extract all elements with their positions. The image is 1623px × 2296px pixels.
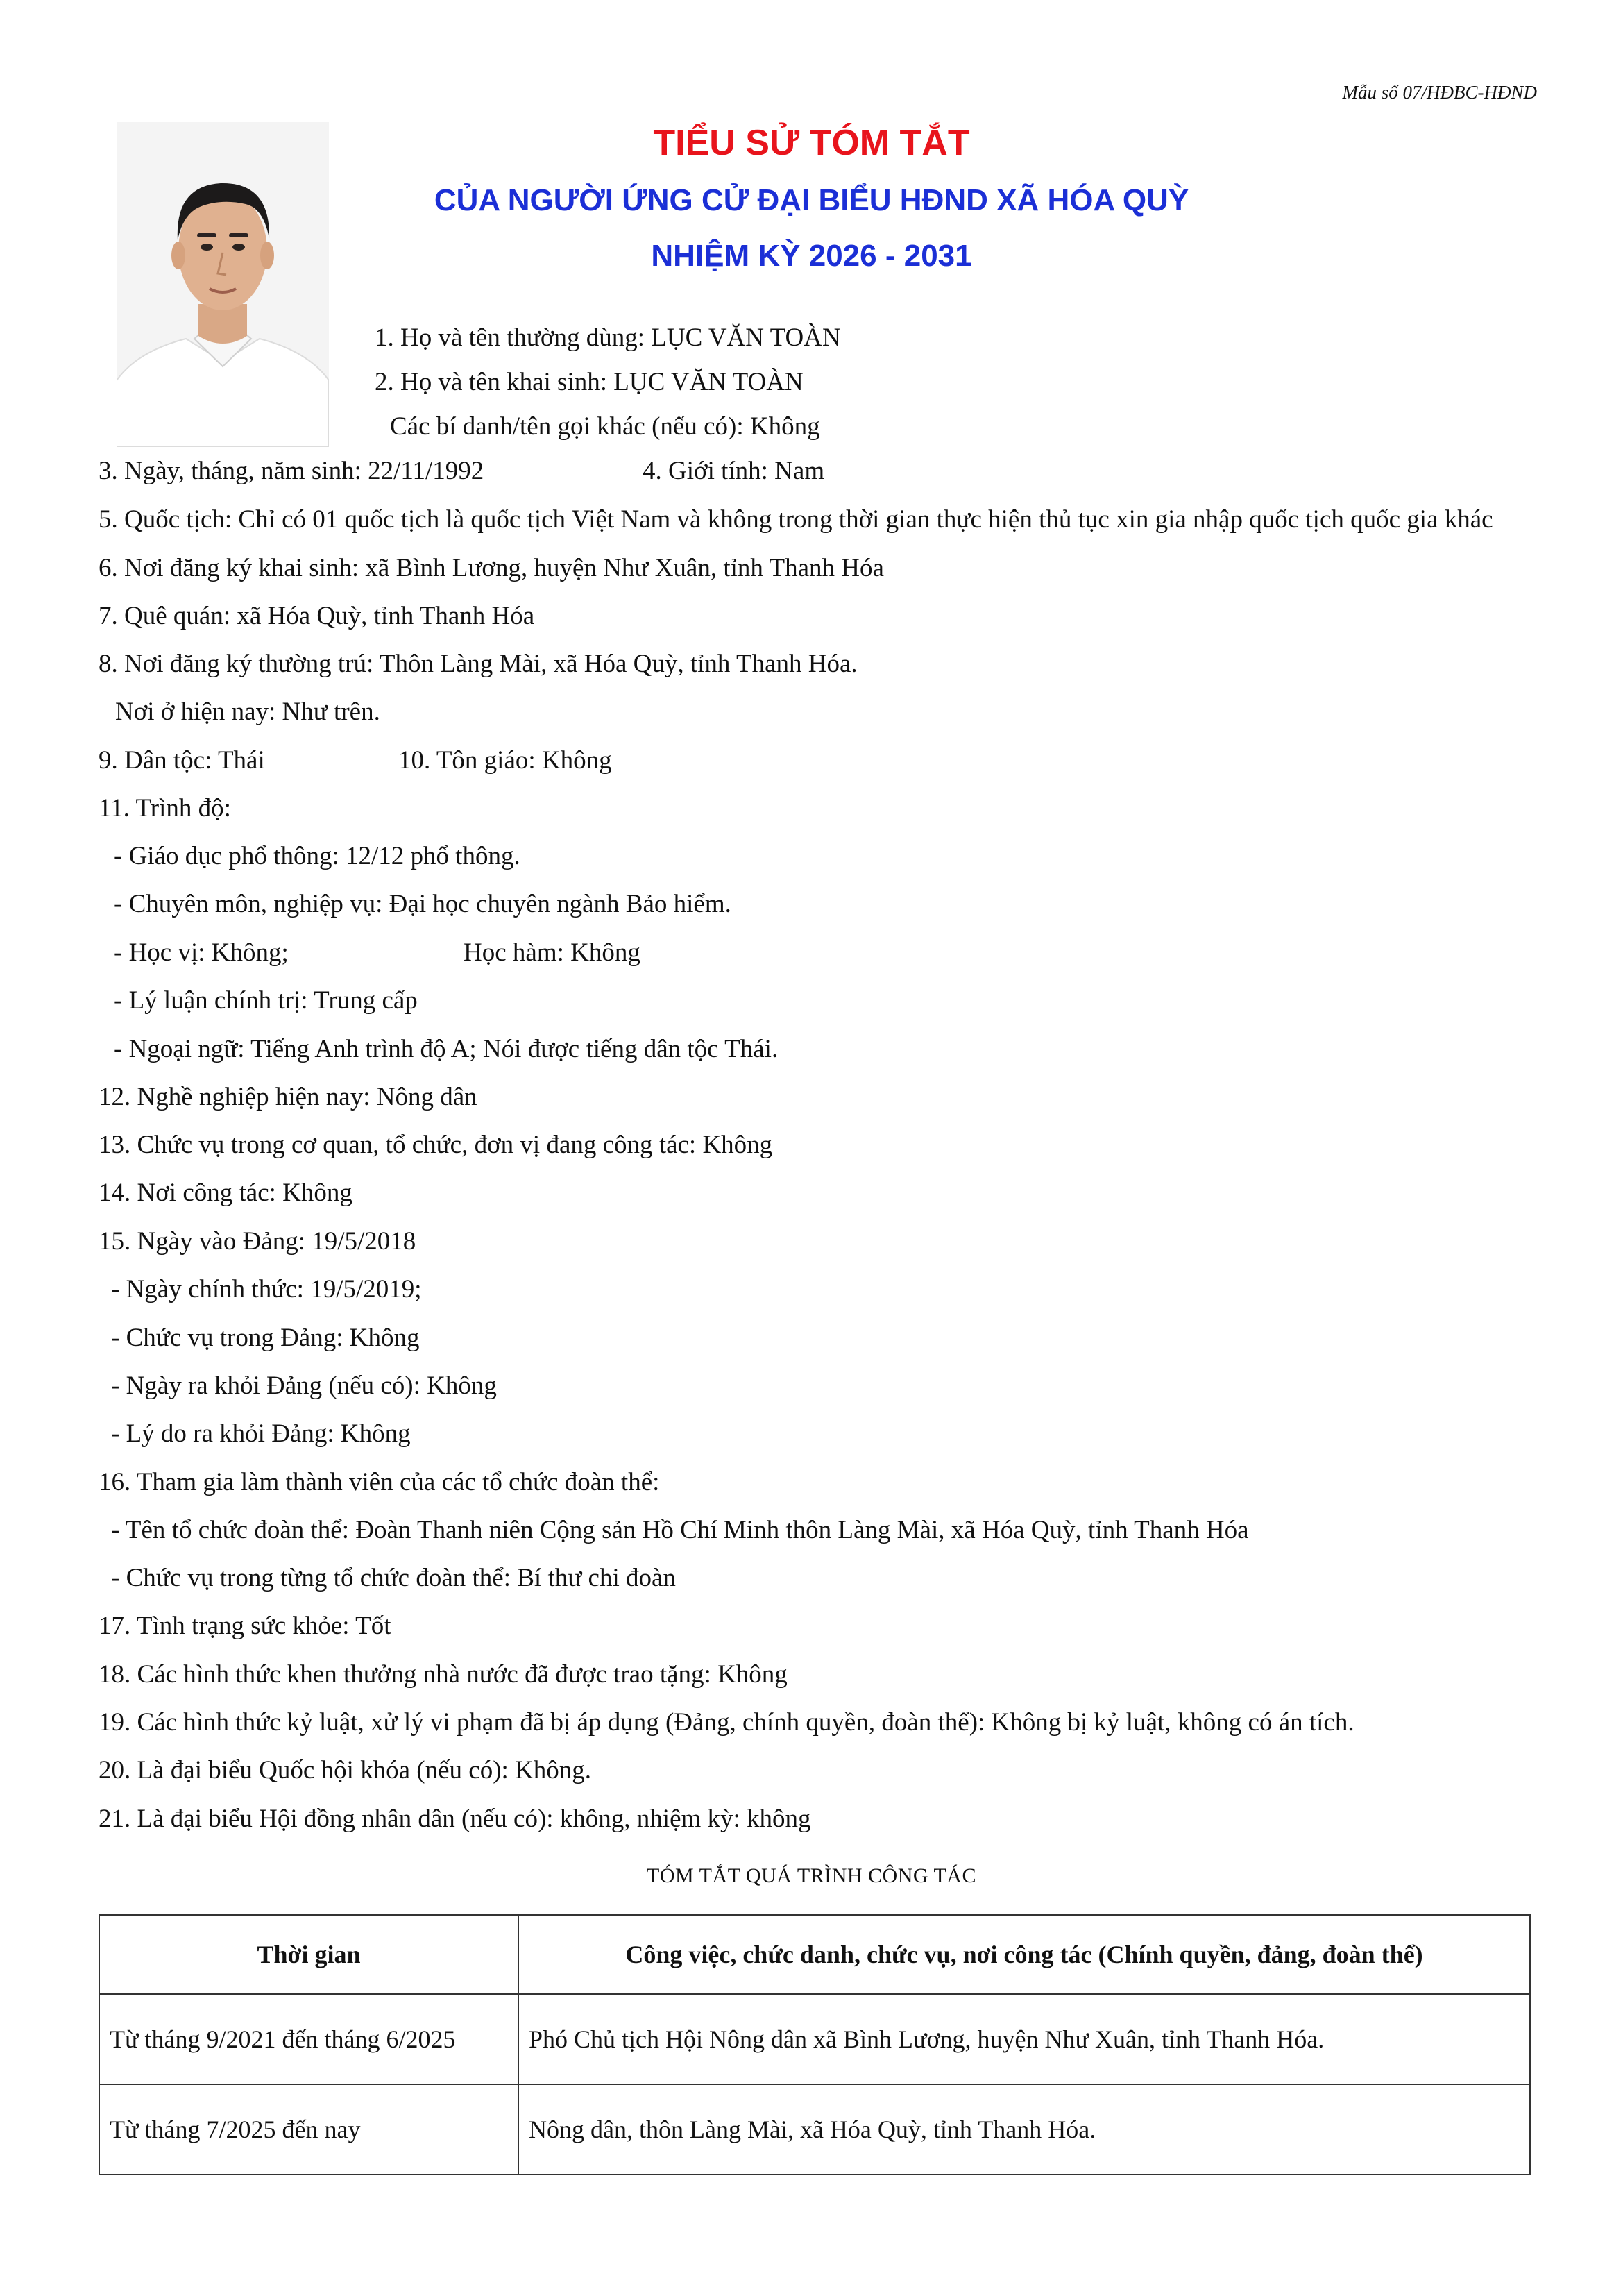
foreign-language: - Ngoại ngữ: Tiếng Anh trình độ A; Nói được tiếng dân tộc Thái. — [114, 1035, 779, 1063]
party-join-date: 15. Ngày vào Đảng: 19/5/2018 — [99, 1227, 416, 1256]
cell-time: Từ tháng 9/2021 đến tháng 6/2025 — [99, 1994, 518, 2084]
column-header-work: Công việc, chức danh, chức vụ, nơi công tác (Chính quyền, đảng, đoàn thể) — [518, 1915, 1530, 1994]
specialization: - Chuyên môn, nghiệp vụ: Đại học chuyên ngành Bảo hiểm. — [114, 890, 731, 918]
party-leave-reason: - Lý do ra khỏi Đảng: Không — [111, 1419, 411, 1448]
ethnicity: 9. Dân tộc: Thái — [99, 746, 265, 775]
table-row — [99, 2084, 1530, 2175]
current-residence: Nơi ở hiện nay: Như trên. — [115, 698, 380, 726]
peoples-council: 21. Là đại biểu Hội đồng nhân dân (nếu có): không, nhiệm kỳ: không — [99, 1805, 811, 1833]
birth-name: 2. Họ và tên khai sinh: LỤC VĂN TOÀN — [375, 368, 804, 396]
health-status: 17. Tình trạng sức khỏe: Tốt — [99, 1612, 391, 1640]
birth-registration: 6. Nơi đăng ký khai sinh: xã Bình Lương, huyện Như Xuân, tỉnh Thanh Hóa — [99, 554, 884, 582]
table-header-row — [99, 1915, 1530, 1994]
cell-time: Từ tháng 7/2025 đến nay — [99, 2084, 518, 2175]
national-assembly: 20. Là đại biểu Quốc hội khóa (nếu có): Không. — [99, 1756, 592, 1784]
hometown: 7. Quê quán: xã Hóa Quỳ, tỉnh Thanh Hóa — [99, 602, 535, 630]
awards: 18. Các hình thức khen thưởng nhà nước đã được trao tặng: Không — [99, 1660, 788, 1689]
discipline: 19. Các hình thức kỷ luật, xử lý vi phạm đã bị áp dụng (Đảng, chính quyền, đoàn thể): Không bị kỷ luật, không có án tích. — [99, 1708, 1354, 1737]
column-header-time: Thời gian — [99, 1915, 518, 1994]
party-official-date: - Ngày chính thức: 19/5/2019; — [111, 1275, 422, 1303]
party-position: - Chức vụ trong Đảng: Không — [111, 1324, 420, 1352]
document-title: TIỂU SỬ TÓM TẮT — [653, 123, 970, 163]
date-of-birth: 3. Ngày, tháng, năm sinh: 22/11/1992 — [99, 457, 484, 485]
academic-title: Học hàm: Không — [464, 938, 640, 967]
religion: 10. Tôn giáo: Không — [398, 746, 612, 775]
permanent-residence: 8. Nơi đăng ký thường trú: Thôn Làng Mài, xã Hóa Quỳ, tỉnh Thanh Hóa. — [99, 650, 858, 678]
document-subtitle: CỦA NGƯỜI ỨNG CỬ ĐẠI BIỂU HĐND XÃ HÓA QUỲ — [434, 183, 1189, 217]
work-history-heading: TÓM TẮT QUÁ TRÌNH CÔNG TÁC — [647, 1864, 976, 1887]
general-education: - Giáo dục phổ thông: 12/12 phổ thông. — [114, 842, 520, 870]
work-history-table — [99, 1914, 1531, 2175]
education-heading: 11. Trình độ: — [99, 794, 231, 822]
form-code: Mẫu số 07/HĐBC-HĐND — [1342, 82, 1537, 103]
organization-role: - Chức vụ trong từng tổ chức đoàn thể: Bí thư chi đoàn — [111, 1564, 676, 1592]
gender: 4. Giới tính: Nam — [643, 457, 825, 485]
occupation: 12. Nghề nghiệp hiện nay: Nông dân — [99, 1083, 477, 1111]
academic-degree: - Học vị: Không; — [114, 938, 289, 967]
candidate-photo — [117, 122, 329, 447]
organizations-heading: 16. Tham gia làm thành viên của các tổ chức đoàn thể: — [99, 1468, 660, 1496]
position: 13. Chức vụ trong cơ quan, tổ chức, đơn vị đang công tác: Không — [99, 1131, 773, 1159]
political-theory: - Lý luận chính trị: Trung cấp — [114, 986, 418, 1015]
common-name: 1. Họ và tên thường dùng: LỤC VĂN TOÀN — [375, 323, 841, 352]
party-leave-date: - Ngày ra khỏi Đảng (nếu có): Không — [111, 1371, 497, 1400]
aliases: Các bí danh/tên gọi khác (nếu có): Không — [390, 412, 820, 441]
workplace: 14. Nơi công tác: Không — [99, 1179, 352, 1207]
organization-name: - Tên tổ chức đoàn thể: Đoàn Thanh niên Cộng sản Hồ Chí Minh thôn Làng Mài, xã Hóa Quỳ, tỉnh Thanh Hóa — [111, 1516, 1249, 1544]
cell-work: Nông dân, thôn Làng Mài, xã Hóa Quỳ, tỉnh Thanh Hóa. — [518, 2084, 1530, 2175]
nationality: 5. Quốc tịch: Chỉ có 01 quốc tịch là quốc tịch Việt Nam và không trong thời gian thực hiện thủ tục xin gia nhập quốc tịch quốc gia khác — [99, 505, 1493, 534]
cell-work: Phó Chủ tịch Hội Nông dân xã Bình Lương, huyện Như Xuân, tỉnh Thanh Hóa. — [518, 1994, 1530, 2084]
term-title: NHIỆM KỲ 2026 - 2031 — [651, 239, 972, 273]
table-row — [99, 1994, 1530, 2084]
